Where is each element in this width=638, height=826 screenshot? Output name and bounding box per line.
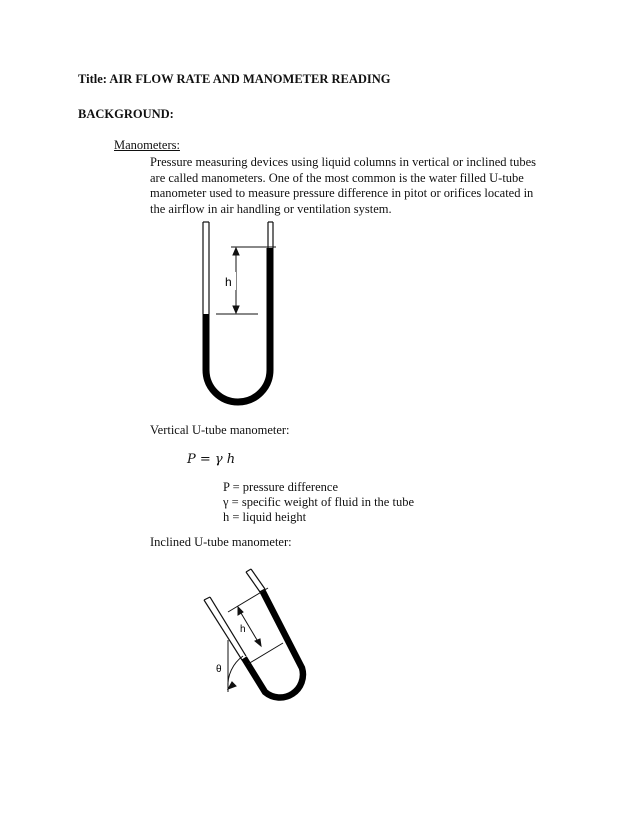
inclined-h-label: h <box>240 624 246 635</box>
manometers-heading: Manometers: <box>114 138 180 152</box>
pressure-equation: P = γ h <box>187 452 236 467</box>
manometers-paragraph: Pressure measuring devices using liquid columns in vertical or inclined tubes are called manometers. One of the most common is the water filled U-tube manometer used to measure pressure difference in pitot or orifices located in the airflow in air handling or ventilation system. <box>150 155 537 216</box>
inclined-caption: Inclined U-tube manometer: <box>150 535 292 549</box>
vertical-h-label: h <box>225 275 232 289</box>
definition-gamma: γ = specific weight of fluid in the tube <box>223 495 414 509</box>
definition-p: P = pressure difference <box>223 480 338 494</box>
inclined-liquid-column <box>244 590 303 698</box>
definition-h: h = liquid height <box>223 510 307 524</box>
page-title: Title: AIR FLOW RATE AND MANOMETER READING <box>78 72 391 86</box>
inclined-theta-label: θ <box>216 664 222 675</box>
vertical-caption: Vertical U-tube manometer: <box>150 423 290 437</box>
background-heading: BACKGROUND: <box>78 107 174 121</box>
inclined-tube-outline <box>204 569 265 660</box>
